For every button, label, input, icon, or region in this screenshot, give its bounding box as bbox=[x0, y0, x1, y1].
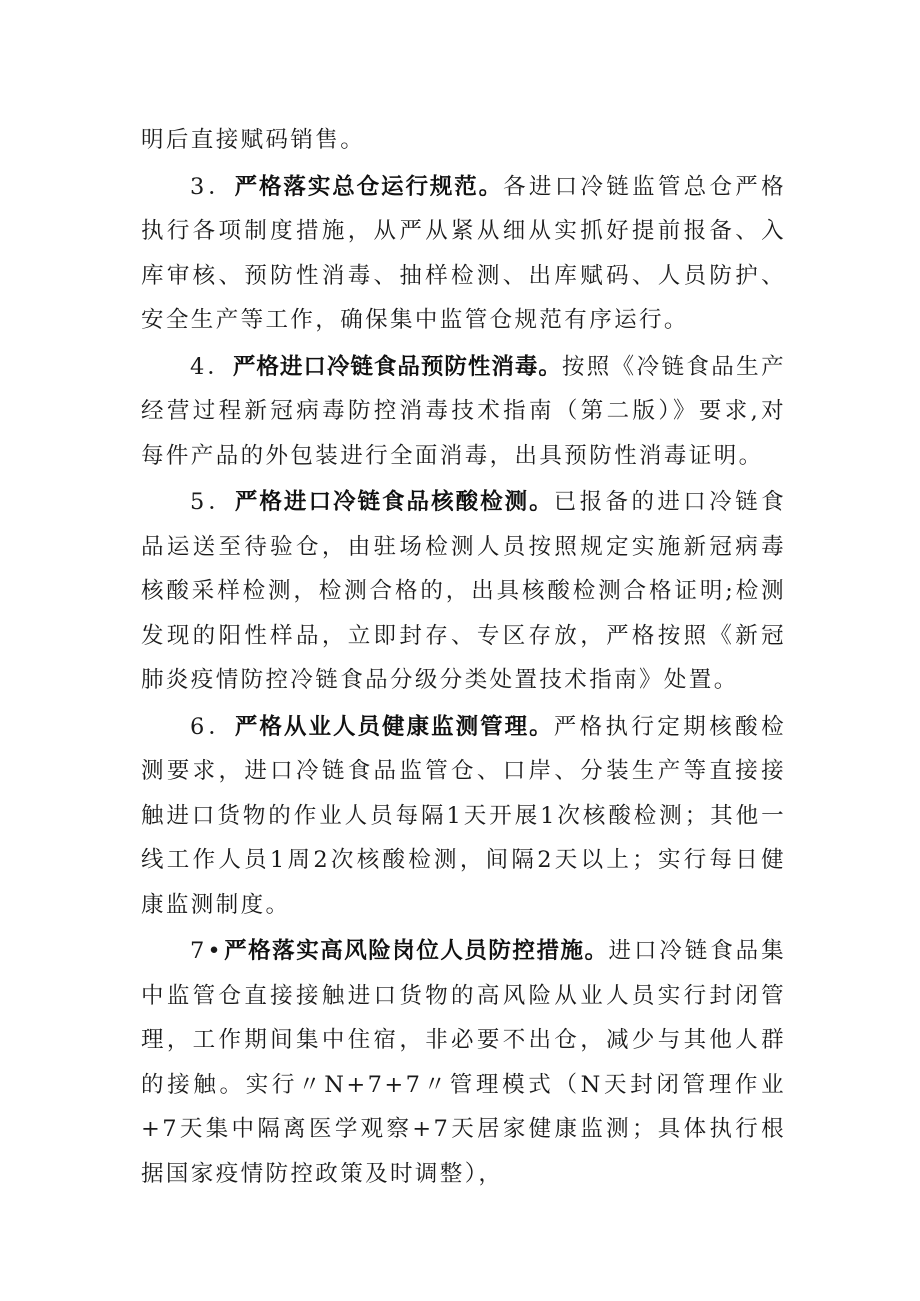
item-paragraph-3 bbox=[141, 165, 786, 343]
item-body: 已报备的进口冷链食品运送至待验仓，由驻场检测人员按照规定实施新冠病毒核酸采样检测，检测合格的，出具核酸检测合格证明;检测发现的阳性样品，立即封存、专区存放，严格按照《新冠肺炎疫情防控冷链食品分级分类处置技术指南》处置。 bbox=[141, 489, 786, 693]
item-number: 4． bbox=[190, 353, 233, 380]
document-body bbox=[141, 118, 786, 1198]
item-number: 7• bbox=[190, 938, 224, 964]
item-heading: 严格进口冷链食品核酸检测。 bbox=[234, 489, 554, 515]
continuation-paragraph bbox=[141, 118, 786, 163]
item-number: 6． bbox=[190, 713, 235, 740]
item-paragraph-7 bbox=[141, 929, 786, 1196]
item-number: 3． bbox=[190, 173, 235, 200]
item-body: 按照《冷链食品生产经营过程新冠病毒防控消毒技术指南（第二版）》要求,对每件产品的外包装进行全面消毒，出具预防性消毒证明。 bbox=[141, 353, 786, 469]
continuation-text: 明后直接赋码销售。 bbox=[141, 127, 366, 153]
item-paragraph-5 bbox=[141, 480, 786, 703]
item-body: 严格执行定期核酸检测要求，进口冷链食品监管仓、口岸、分装生产等直接接触进口货物的作业人员每隔1天开展1次核酸检测；其他一线工作人员1周2次核酸检测，间隔2天以上；实行每日健康监测制度。 bbox=[141, 713, 786, 918]
item-heading: 严格从业人员健康监测管理。 bbox=[234, 713, 554, 740]
item-heading: 严格进口冷链食品预防性消毒。 bbox=[232, 353, 562, 380]
item-number: 5． bbox=[190, 489, 235, 515]
item-paragraph-4 bbox=[141, 345, 786, 479]
item-heading: 严格落实高风险岗位人员防控措施。 bbox=[223, 938, 609, 964]
item-body: 进口冷链食品集中监管仓直接接触进口货物的高风险从业人员实行封闭管理，工作期间集中住宿，非必要不出仓，减少与其他人群的接触。实行〃N+7+7〃管理模式（N天封闭管理作业+7天集中隔离医学观察+7天居家健康监测；具体执行根据国家疫情防控政策及时调整）， bbox=[141, 938, 786, 1187]
item-paragraph-6 bbox=[141, 705, 786, 928]
item-body: 各进口冷链监管总仓严格执行各项制度措施，从严从紧从细从实抓好提前报备、入库审核、预防性消毒、抽样检测、出库赋码、人员防护、安全生产等工作，确保集中监管仓规范有序运行。 bbox=[141, 173, 786, 333]
item-heading: 严格落实总仓运行规范。 bbox=[234, 173, 504, 200]
